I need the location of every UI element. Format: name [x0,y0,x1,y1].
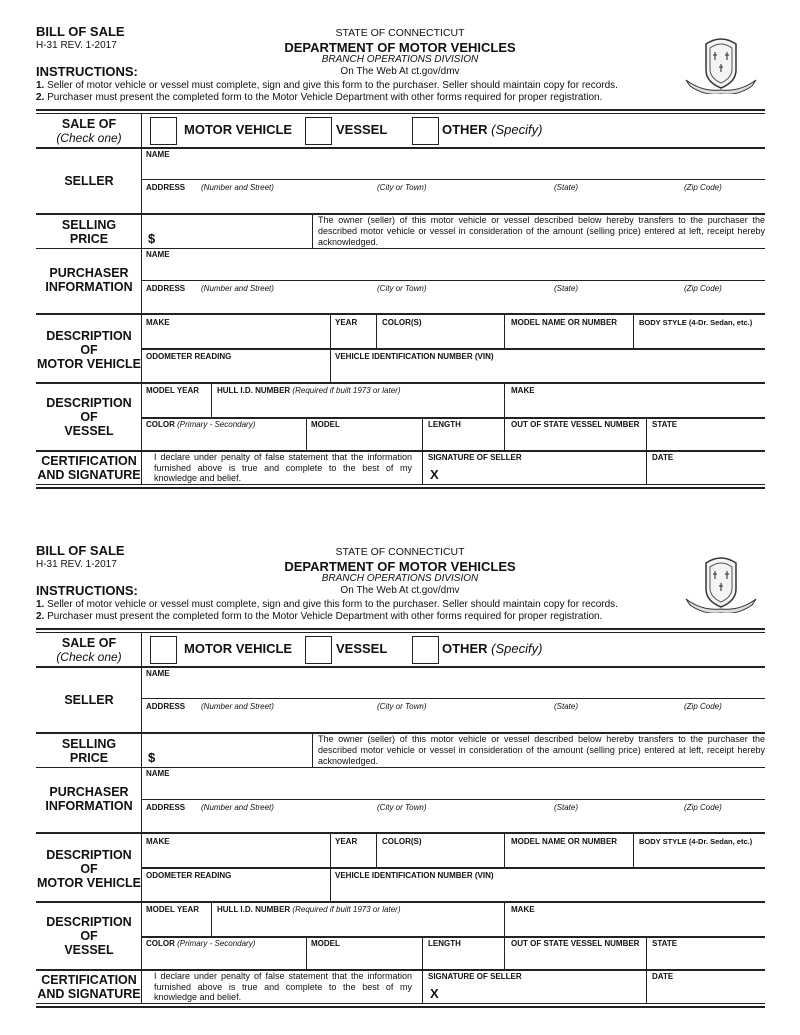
instructions-heading: INSTRUCTIONS: [36,64,138,79]
divider [36,832,765,834]
vessel-state-label: STATE [652,939,678,948]
instruction-1 [36,80,618,91]
street-hint: (Number and Street) [201,284,274,293]
section-title: MOTOR VEHICLE [37,876,141,890]
divider [142,698,765,699]
department-name: DEPARTMENT OF MOTOR VEHICLES [284,559,516,574]
instruction-1 [36,599,618,610]
section-title: PURCHASER [49,785,129,799]
purchaser-label [36,262,142,298]
vessel-description-label [36,913,142,959]
section-title: OF [80,862,98,876]
section-title: DESCRIPTION [46,848,132,862]
divider [142,867,765,869]
other-label: OTHER [442,641,488,656]
seller-name-field[interactable] [142,158,765,178]
section-title: SELLER [64,174,114,188]
purchaser-address-label: ADDRESS [146,284,186,293]
seller-name-label: NAME [146,150,170,159]
vessel-color-label [146,939,255,948]
vessel-option: VESSEL [336,122,388,137]
instructions-heading: INSTRUCTIONS: [36,583,138,598]
form-number: H-31 REV. 1-2017 [36,559,117,570]
motor-vehicle-checkbox[interactable] [150,117,177,145]
instruction-text: Seller of motor vehicle or vessel must complete, sign and give this form to the purchaser. Seller should maintain copy for records. [47,80,618,91]
sale-of-label [36,633,142,666]
form-title: BILL OF SALE [36,543,125,558]
hull-id-label [217,905,400,914]
zip-hint: (Zip Code) [684,803,722,812]
section-title: MOTOR VEHICLE [37,357,141,371]
other-checkbox[interactable] [412,636,439,664]
divider [36,382,765,384]
transfer-statement: The owner (seller) of this motor vehicle or vessel described below hereby transfers to the purchaser the described motor vehicle or vessel in consideration of the amount (selling price) entered at left, receipt hereby acknowledged. [318,215,765,247]
hull-id-label [217,386,400,395]
section-title: PRICE [69,750,109,765]
seller-address-field[interactable] [142,193,765,212]
seller-name-label: NAME [146,669,170,678]
currency-symbol: $ [148,231,156,246]
divider [504,315,505,348]
date-label: DATE [652,453,674,462]
city-hint: (City or Town) [377,803,427,812]
vessel-checkbox[interactable] [305,636,332,664]
seller-label [36,149,142,213]
seller-address-label: ADDRESS [146,183,186,192]
signature-mark: X [430,467,439,482]
hull-hint: (Required if built 1973 or later) [292,905,401,914]
purchaser-address-label: ADDRESS [146,803,186,812]
division-name: BRANCH OPERATIONS DIVISION [321,573,479,584]
vin-label: VEHICLE IDENTIFICATION NUMBER (VIN) [335,871,494,880]
divider [504,834,505,867]
divider [36,666,765,668]
purchaser-name-field[interactable] [142,778,765,798]
street-hint: (Number and Street) [201,183,274,192]
vessel-make-label: MAKE [511,905,535,914]
section-title: AND SIGNATURE [37,468,141,482]
section-title: VESSEL [64,943,114,957]
currency-symbol: $ [148,750,156,765]
out-of-state-number-label: OUT OF STATE VESSEL NUMBER [511,420,640,429]
divider [36,901,765,903]
motor-vehicle-checkbox[interactable] [150,636,177,664]
section-title: SALE OF [61,635,117,650]
purchaser-label [36,781,142,817]
instruction-text: Purchaser must present the completed form to the Motor Vehicle Department with other forms required for proper registration. [47,92,603,103]
certification-statement: I declare under penalty of false statement that the information furnished above is true and complete to the best of my knowledge and belief. [154,971,412,1002]
state-hint: (State) [554,803,579,812]
vessel-length-label: LENGTH [428,420,461,429]
signature-label: SIGNATURE OF SELLER [428,972,522,981]
seller-name-field[interactable] [142,677,765,697]
motor-vehicle-option: MOTOR VEHICLE [184,641,293,656]
divider [142,936,765,938]
seller-label [36,668,142,732]
section-title: INFORMATION [45,280,133,294]
instruction-text: Seller of motor vehicle or vessel must complete, sign and give this form to the purchaser. Seller should maintain copy for records. [47,599,618,610]
street-hint: (Number and Street) [201,702,274,711]
department-name: DEPARTMENT OF MOTOR VEHICLES [284,40,516,55]
divider [36,147,765,149]
section-title: SELLING [61,736,117,751]
divider [633,315,634,348]
signature-label: SIGNATURE OF SELLER [428,453,522,462]
selling-price-label [36,734,142,767]
other-specify-field[interactable] [548,635,763,664]
state-seal-icon [682,555,760,613]
section-title: OF [80,929,98,943]
divider [376,834,377,867]
section-title: SELLER [64,693,114,707]
divider [36,113,765,114]
website: On The Web At ct.gov/dmv [340,66,460,77]
other-label: OTHER [442,122,488,137]
certification-label [36,452,142,484]
state-hint: (State) [554,284,579,293]
selling-price-field[interactable] [160,737,310,765]
section-title: OF [80,343,98,357]
section-title: SALE OF [61,116,117,131]
zip-hint: (Zip Code) [684,702,722,711]
selling-price-label [36,215,142,248]
section-subtitle: (Check one) [56,130,122,145]
instruction-number: 2. [36,92,45,103]
vessel-color-label [146,420,255,429]
purchaser-address-field[interactable] [142,294,765,312]
other-hint: (Specify) [491,122,543,137]
model-label: MODEL NAME OR NUMBER [511,837,618,846]
section-title: DESCRIPTION [46,396,132,410]
state-name: STATE OF CONNECTICUT [335,27,465,39]
divider [306,419,307,450]
section-subtitle: (Check one) [56,649,122,664]
divider [36,487,765,489]
motor-vehicle-description-label [36,846,142,892]
odometer-label: ODOMETER READING [146,871,232,880]
instruction-2 [36,92,602,103]
divider [36,628,765,630]
motor-vehicle-option: MOTOR VEHICLE [184,122,293,137]
divider [142,417,765,419]
body-style-label: BODY STYLE (4-Dr. Sedan, etc.) [639,318,753,327]
odometer-label: ODOMETER READING [146,352,232,361]
website: On The Web At ct.gov/dmv [340,585,460,596]
zip-hint: (Zip Code) [684,183,722,192]
purchaser-name-field[interactable] [142,259,765,279]
other-option [442,122,542,137]
state-hint: (State) [554,183,579,192]
vessel-model-label: MODEL [311,420,340,429]
body-style-label: BODY STYLE (4-Dr. Sedan, etc.) [639,837,753,846]
make-label: MAKE [146,318,170,327]
color-hint: (Primary - Secondary) [177,939,256,948]
city-hint: (City or Town) [377,284,427,293]
vessel-model-label: MODEL [311,939,340,948]
vessel-checkbox[interactable] [305,117,332,145]
colors-label: COLOR(S) [382,837,422,846]
out-of-state-number-label: OUT OF STATE VESSEL NUMBER [511,939,640,948]
section-title: CERTIFICATION [41,454,137,468]
section-title: DESCRIPTION [46,329,132,343]
bill-of-sale-form [0,0,800,500]
seller-signature-field[interactable] [445,982,643,1002]
form-title: BILL OF SALE [36,24,125,39]
date-field[interactable] [648,982,764,1002]
date-field[interactable] [648,463,764,483]
other-option [442,641,542,656]
section-title: PURCHASER [49,266,129,280]
model-year-label: MODEL YEAR [146,386,200,395]
state-name: STATE OF CONNECTICUT [335,546,465,558]
divider [36,632,765,633]
model-label: MODEL NAME OR NUMBER [511,318,618,327]
instruction-number: 1. [36,80,45,91]
purchaser-name-label: NAME [146,769,170,778]
divider [211,384,212,417]
selling-price-field[interactable] [160,218,310,246]
state-seal-icon [682,36,760,94]
instruction-number: 2. [36,611,45,622]
form-number: H-31 REV. 1-2017 [36,40,117,51]
transfer-statement: The owner (seller) of this motor vehicle or vessel described below hereby transfers to the purchaser the described motor vehicle or vessel in consideration of the amount (selling price) entered at left, receipt hereby acknowledged. [318,734,765,766]
divider [633,834,634,867]
divider [36,767,765,768]
vessel-length-label: LENGTH [428,939,461,948]
certification-label [36,971,142,1003]
street-hint: (Number and Street) [201,803,274,812]
make-label: MAKE [146,837,170,846]
divider [36,1003,765,1004]
sale-of-label [36,114,142,147]
divider [306,938,307,969]
section-title: DESCRIPTION [46,915,132,929]
section-title: INFORMATION [45,799,133,813]
divider [376,315,377,348]
instruction-text: Purchaser must present the completed form to the Motor Vehicle Department with other forms required for proper registration. [47,611,603,622]
other-checkbox[interactable] [412,117,439,145]
section-title: PRICE [69,231,109,246]
date-label: DATE [652,972,674,981]
hull-label-text: HULL I.D. NUMBER [217,905,291,914]
vessel-make-label: MAKE [511,386,535,395]
instruction-2 [36,611,602,622]
divider [142,280,765,281]
divider [36,109,765,111]
color-hint: (Primary - Secondary) [177,420,256,429]
divider [36,1006,765,1008]
seller-address-field[interactable] [142,712,765,731]
other-specify-field[interactable] [548,116,763,145]
vin-label: VEHICLE IDENTIFICATION NUMBER (VIN) [335,352,494,361]
hull-label-text: HULL I.D. NUMBER [217,386,291,395]
section-title: CERTIFICATION [41,973,137,987]
divider [211,903,212,936]
vessel-option: VESSEL [336,641,388,656]
color-label-text: COLOR [146,420,175,429]
seller-address-label: ADDRESS [146,702,186,711]
city-hint: (City or Town) [377,183,427,192]
purchaser-address-field[interactable] [142,813,765,831]
vessel-description-label [36,394,142,440]
city-hint: (City or Town) [377,702,427,711]
certification-statement: I declare under penalty of false statement that the information furnished above is true and complete to the best of my knowledge and belief. [154,452,412,483]
model-year-label: MODEL YEAR [146,905,200,914]
purchaser-name-label: NAME [146,250,170,259]
section-title: OF [80,410,98,424]
divider [142,348,765,350]
hull-hint: (Required if built 1973 or later) [292,386,401,395]
section-title: AND SIGNATURE [37,987,141,1001]
bill-of-sale-form-copy [0,519,800,1019]
other-hint: (Specify) [491,641,543,656]
zip-hint: (Zip Code) [684,284,722,293]
divider [142,179,765,180]
year-label: YEAR [335,318,358,327]
seller-signature-field[interactable] [445,463,643,483]
instruction-number: 1. [36,599,45,610]
color-label-text: COLOR [146,939,175,948]
divider [36,484,765,485]
division-name: BRANCH OPERATIONS DIVISION [321,54,479,65]
divider [36,313,765,315]
divider [312,215,313,248]
state-hint: (State) [554,702,579,711]
year-label: YEAR [335,837,358,846]
motor-vehicle-description-label [36,327,142,373]
vessel-state-label: STATE [652,420,678,429]
section-title: SELLING [61,217,117,232]
section-title: VESSEL [64,424,114,438]
colors-label: COLOR(S) [382,318,422,327]
divider [312,734,313,767]
divider [36,248,765,249]
signature-mark: X [430,986,439,1001]
divider [142,799,765,800]
